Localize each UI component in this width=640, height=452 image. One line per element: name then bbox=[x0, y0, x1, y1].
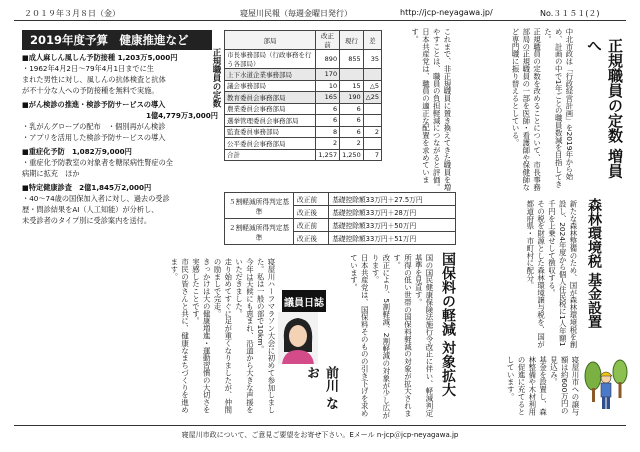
staff-article-body bbox=[388, 28, 452, 194]
paragraph: 国の国民健康保険法施行令改正に伴い、軽減判定基準を見直す。 bbox=[414, 254, 434, 417]
staff-cell-before: 8 bbox=[315, 126, 339, 138]
paragraph: これまで、非正規職員に置き換えてきた職員を増やすことは、職員の負担軽減につながると評価。 bbox=[432, 28, 452, 191]
footer-rule bbox=[14, 425, 626, 426]
budget-item bbox=[22, 182, 218, 226]
diary-title: 議員日誌 bbox=[282, 290, 326, 312]
budget-item bbox=[22, 146, 218, 179]
tax-before-label: 改正前 bbox=[294, 193, 329, 206]
staff-cell-diff: 2 bbox=[363, 126, 381, 138]
staff-cell-current: 15 bbox=[340, 80, 364, 92]
paper-name: 寝屋川民報（毎週金曜日発行） bbox=[240, 9, 352, 18]
staff-col-current: 現行 bbox=[340, 31, 364, 50]
staff-cell-before: 10 bbox=[315, 80, 339, 92]
illustration bbox=[584, 352, 628, 416]
staff-table bbox=[224, 30, 382, 161]
tax-before-value: 基礎控除額33万円＋50万円 bbox=[329, 219, 456, 232]
tax-table bbox=[224, 192, 456, 245]
staff-row bbox=[225, 69, 382, 81]
paragraph: 基金を設置し、森林整備や木材利用の促進に充てるとしています。 bbox=[506, 356, 548, 416]
tax-after-value: 基礎控除額33万円＋51万円 bbox=[329, 232, 456, 245]
budget-item-line: ・乳がんグローブの配布 ・個別再がん検診 bbox=[22, 122, 166, 131]
kokuho-headline: 国保料の軽減 対象拡大 bbox=[440, 252, 456, 397]
staff-cell-current: 6 bbox=[340, 103, 364, 115]
staff-cell-name: 合計 bbox=[225, 149, 316, 161]
staff-cell-diff: 7 bbox=[363, 149, 381, 161]
tax-before-value: 基礎控除額33万円＋27.5万円 bbox=[329, 193, 456, 206]
staff-cell-current: 855 bbox=[340, 50, 364, 69]
budget-item-line: 病期に拡充 ほか bbox=[22, 169, 80, 178]
paper-url: http://jcp-neyagawa.jp/ bbox=[400, 8, 493, 17]
staff-cell-name: 上下水道企業事務部局 bbox=[225, 69, 316, 81]
budget-item-line: ・1962年4月2日〜79年4月1日までに生 bbox=[22, 64, 154, 73]
paragraph: 新たな森林整備のため、国が森林環境税を創設し、2024年度から個人住民税に1人年額1千円を上乗せして徴収する。 bbox=[547, 200, 578, 348]
staff-cell-before: 890 bbox=[315, 50, 339, 69]
budget-list bbox=[22, 52, 218, 226]
budget-item-head: ■重症化予防 bbox=[22, 147, 65, 156]
budget-item-line: が不十分な人への予防接種を無料で実施。 bbox=[22, 86, 159, 95]
staff-cell-diff bbox=[363, 103, 381, 115]
staff-cell-current: 6 bbox=[340, 126, 364, 138]
paragraph: 正規職員の定数を改めることについて、市長事務部局の正規職員の一部を医師・看護師や保健師など専門職に振り替えるとしている。 bbox=[511, 28, 542, 191]
staff-cell-current: 2 bbox=[340, 138, 364, 150]
staff-table-label: 正規職員の定数 bbox=[211, 48, 221, 108]
paragraph: 走り始めてすぐに足が重くなりましたが、仲間の励ましで完走。 bbox=[213, 258, 233, 414]
worker-icon bbox=[600, 372, 612, 409]
budget-item-amount: 1億4,779万3,000円 bbox=[145, 111, 218, 120]
budget-item-line: ・アプリを活用した検診予防サービスの導入 bbox=[22, 133, 166, 142]
staff-cell-current: 190 bbox=[340, 92, 364, 104]
staff-article-text bbox=[456, 28, 574, 194]
budget-item-head: ■がん検診の推進・検診予防サービスの導入 bbox=[22, 100, 166, 109]
staff-cell-diff: △25 bbox=[363, 92, 381, 104]
paragraph: 市民の皆さんと共に、健康なまちづくりを進めます。 bbox=[169, 258, 190, 414]
paragraph: 今年は天候にも恵まれ、沿道から大きな声援をいただきました。 bbox=[234, 258, 255, 414]
budget-item-line: 歴・問診結果をAI（人工知能）が分析し、 bbox=[22, 205, 159, 214]
tax-row bbox=[225, 193, 456, 206]
issue-date: ２０１９年３月８日（金） bbox=[24, 9, 120, 18]
paragraph: その税を財源とした森林環境譲与税を、国が都道府県・市町村に配分。 bbox=[525, 200, 546, 348]
forest-body-lower bbox=[470, 356, 580, 420]
staff-cell-before: 165 bbox=[315, 92, 339, 104]
issue-number: No.３１５１(２) bbox=[540, 9, 600, 18]
staff-cell-diff: △5 bbox=[363, 80, 381, 92]
staff-cell-before: 6 bbox=[315, 103, 339, 115]
staff-row bbox=[225, 126, 382, 138]
staff-cell-diff bbox=[363, 69, 381, 81]
budget-item bbox=[22, 99, 218, 143]
staff-article-headline: 正規職員の定数 増員へ bbox=[585, 38, 624, 179]
staff-cell-diff: 35 bbox=[363, 50, 381, 69]
tax-row-label: ５割軽減所得判定基準 bbox=[225, 193, 294, 219]
staff-cell-name: 公平委員会事務部局 bbox=[225, 138, 316, 150]
budget-item-amount: 1,203万5,000円 bbox=[117, 53, 178, 62]
forest-headline: 森林環境税 基金設置 bbox=[586, 198, 602, 329]
tax-row-label: ２割軽減所得判定基準 bbox=[225, 219, 294, 245]
header-rule bbox=[14, 20, 626, 21]
paragraph: 日本共産党は、職員の適正な配置を求めています。 bbox=[410, 28, 431, 184]
paragraph: 改正により、5割軽減、2割軽減の対象が少し広がります。 bbox=[371, 254, 391, 419]
diary-body bbox=[14, 258, 276, 420]
staff-cell-current: 6 bbox=[340, 115, 364, 127]
staff-row bbox=[225, 80, 382, 92]
budget-title: 2019年度予算 健康推進など bbox=[22, 30, 212, 50]
tax-after-label: 改正後 bbox=[294, 206, 329, 219]
paragraph: 所得の低い世帯の国保料軽減の対象が拡大されます。 bbox=[392, 254, 413, 417]
staff-cell-name: 議会事務部局 bbox=[225, 80, 316, 92]
staff-col-diff: 差 bbox=[363, 31, 381, 50]
staff-cell-name: 農業委員会事務部局 bbox=[225, 103, 316, 115]
forest-body bbox=[470, 200, 578, 352]
diary-author: 前川 なお bbox=[304, 366, 338, 410]
kokuho-body bbox=[334, 254, 434, 420]
tax-before-label: 改正前 bbox=[294, 219, 329, 232]
staff-row bbox=[225, 103, 382, 115]
budget-item-line: まれた男性に対し、風しんの抗体検査と抗体 bbox=[22, 75, 166, 84]
tax-after-label: 改正後 bbox=[294, 232, 329, 245]
staff-col-before: 改正前 bbox=[315, 31, 339, 50]
staff-cell-name: 市長事務部局（行政事務を行う各部局） bbox=[225, 50, 316, 69]
staff-cell-diff bbox=[363, 138, 381, 150]
budget-item-head: ■特定健康診査 bbox=[22, 183, 72, 192]
staff-row bbox=[225, 138, 382, 150]
budget-item-amount: 2億1,845万2,000円 bbox=[79, 183, 152, 192]
staff-row bbox=[225, 50, 382, 69]
budget-item bbox=[22, 52, 218, 96]
staff-col-dept: 部局 bbox=[225, 31, 316, 50]
budget-item-line: 未受診者のタイプ別に受診案内を送付。 bbox=[22, 216, 152, 225]
staff-cell-before: 2 bbox=[315, 138, 339, 150]
paragraph: 日本共産党は、国保料そのものの引き下げを求めています。 bbox=[349, 254, 370, 417]
staff-row bbox=[225, 149, 382, 161]
staff-cell-current: 1,250 bbox=[340, 149, 364, 161]
staff-row bbox=[225, 115, 382, 127]
staff-cell-before: 6 bbox=[315, 115, 339, 127]
footer-text: 寝屋川市政について、ご意見ご要望をお寄せ下さい。Eメール n-jcp＠jcp-neyagawa.jp bbox=[181, 431, 459, 439]
paragraph: 中北市政は「行政経営計画」を2019年から始め、計画の中で1年ごとの職員数減を目指してきた。 bbox=[543, 28, 574, 189]
budget-item-head: ■成人麻しん風しん予防接種 bbox=[22, 53, 116, 62]
staff-cell-before: 1,257 bbox=[315, 149, 339, 161]
staff-cell-name: 監査委員事務部局 bbox=[225, 126, 316, 138]
avatar bbox=[278, 312, 318, 364]
staff-cell-diff bbox=[363, 115, 381, 127]
staff-cell-name: 選挙管理委員会事務部局 bbox=[225, 115, 316, 127]
paragraph: 寝屋川市への譲与額は約600万円の見込み。 bbox=[549, 356, 580, 416]
staff-cell-before: 170 bbox=[315, 69, 339, 81]
budget-item-line: ・重症化予防教室の対象者を糖尿病性腎症の全 bbox=[22, 158, 173, 167]
staff-cell-name: 教育委員会事務部局 bbox=[225, 92, 316, 104]
paragraph: きっかけは大の健康増進・運動習慣の大切さを実感したことです。 bbox=[191, 258, 212, 414]
staff-cell-current bbox=[340, 69, 364, 81]
budget-item-line: ・40〜74歳の国保加入者に対し、過去の受診 bbox=[22, 194, 170, 203]
tax-after-value: 基礎控除額33万円＋28万円 bbox=[329, 206, 456, 219]
budget-item-amount: 1,082万9,000円 bbox=[71, 147, 132, 156]
paragraph: 寝屋川ハーフマラソン大会に初めて参加しました。私は一般の部で10km。 bbox=[256, 258, 276, 414]
tax-row bbox=[225, 219, 456, 232]
staff-row bbox=[225, 92, 382, 104]
